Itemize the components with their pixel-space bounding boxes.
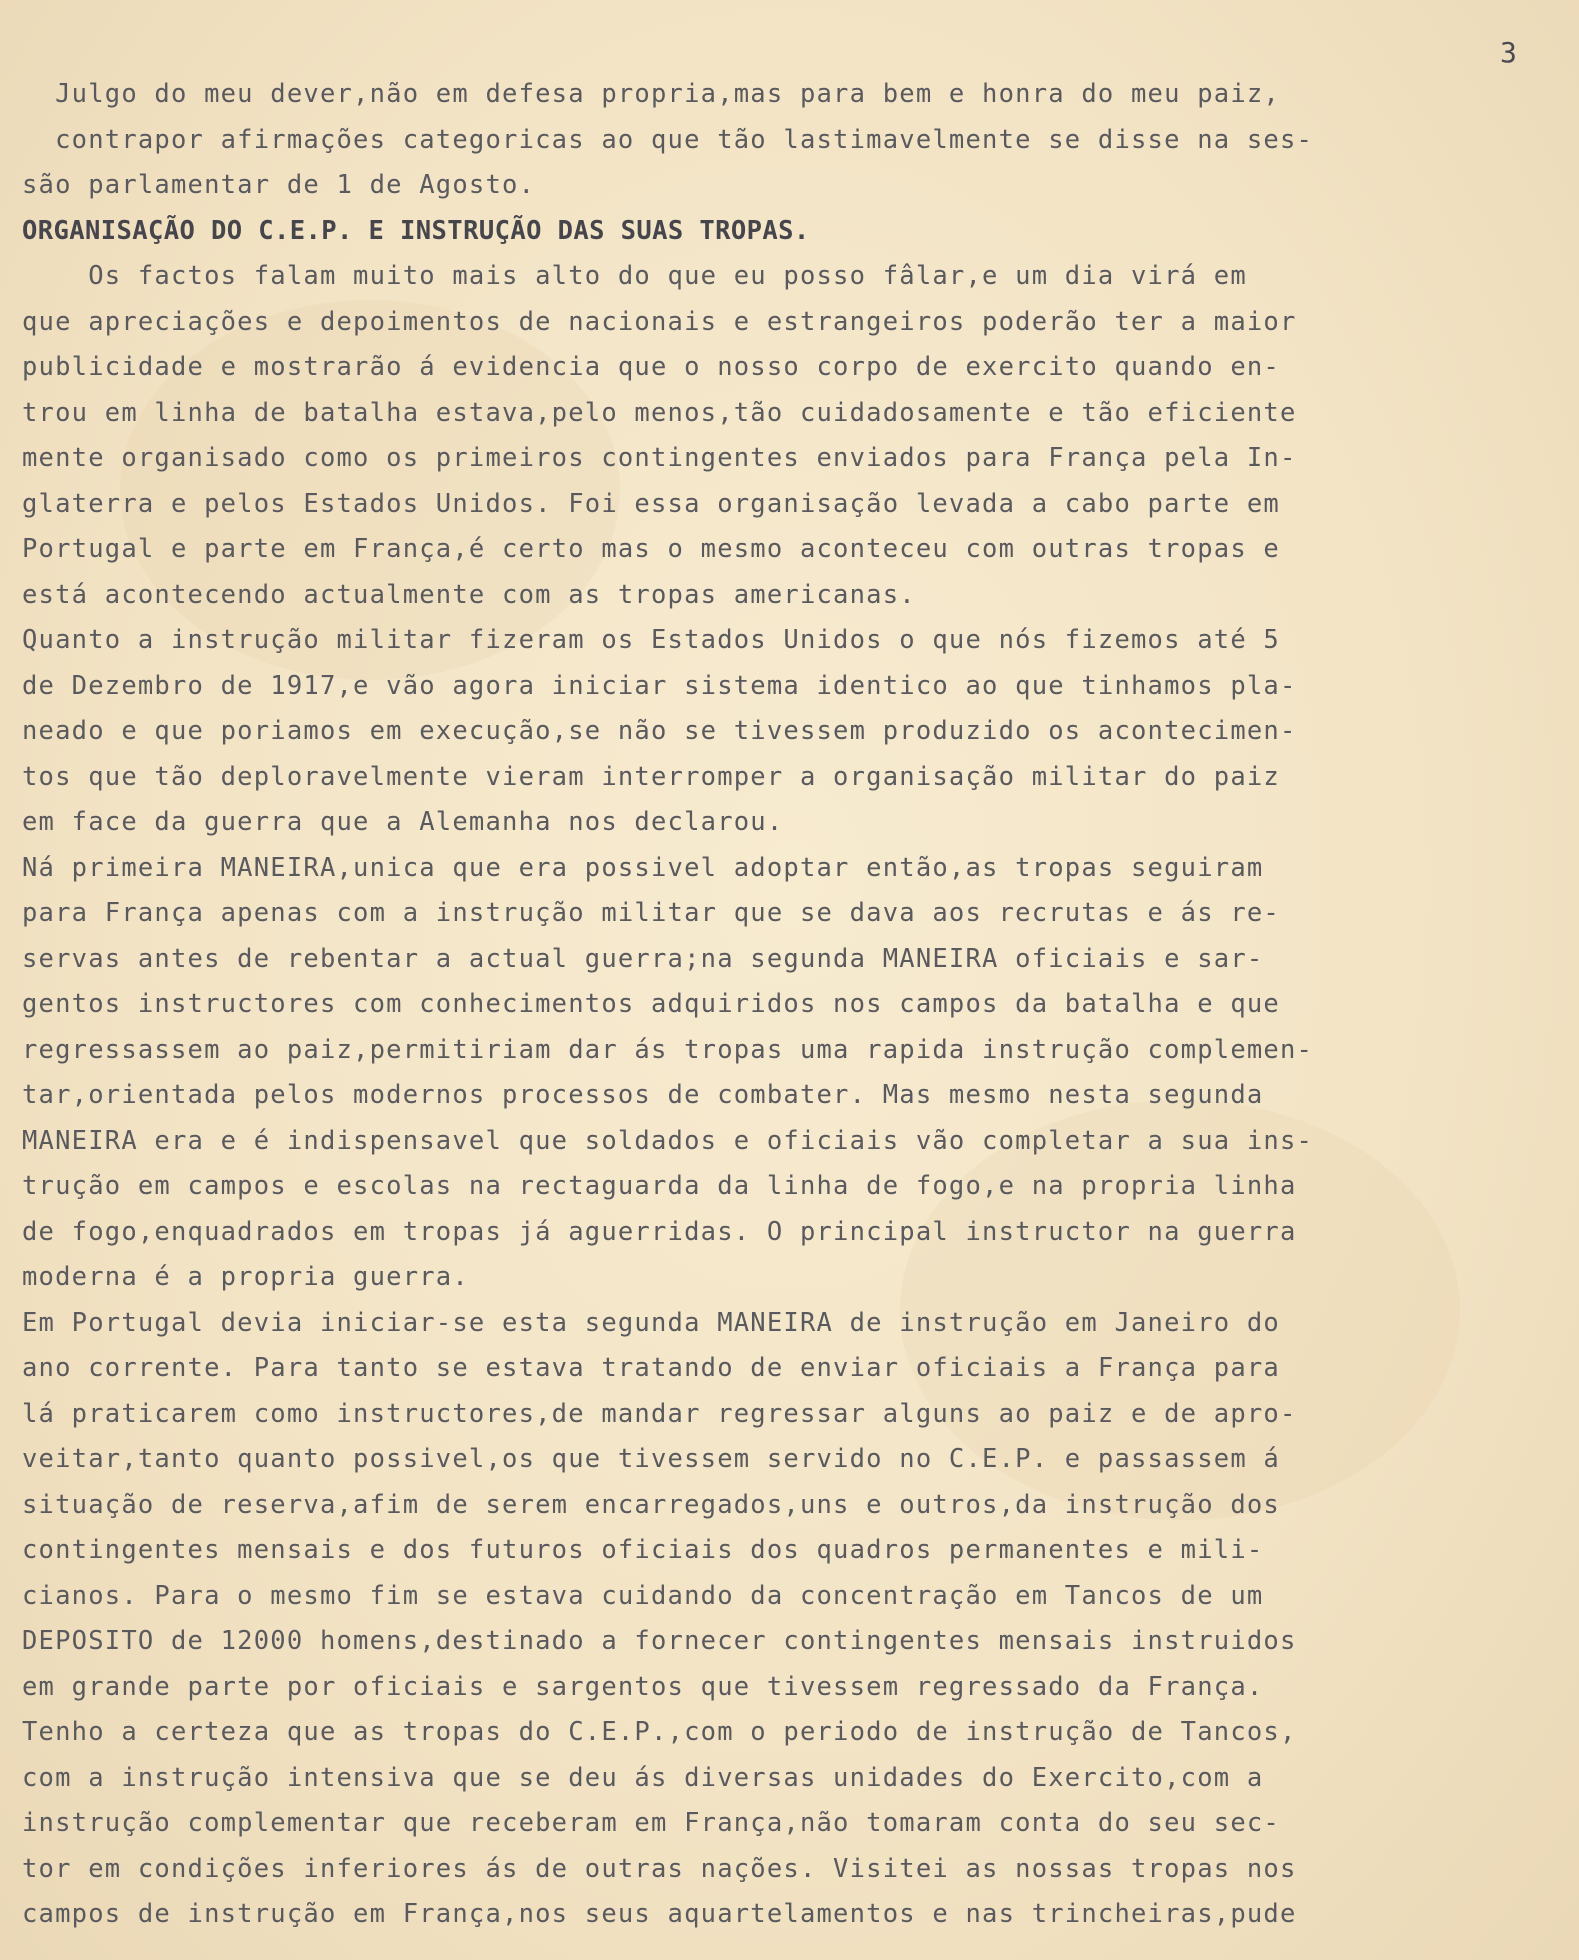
text-line: de Dezembro de 1917,e vão agora iniciar sistema identico ao que tinhamos pla- (22, 670, 1297, 701)
text-line: regressassem ao paiz,permitiriam dar ás tropas uma rapida instrução complemen- (22, 1034, 1314, 1065)
text-line: ano corrente. Para tanto se estava tratando de enviar oficiais a França para (22, 1353, 1280, 1383)
text-line: Tenho a certeza que as tropas do C.E.P.,com o periodo de instrução de Tancos, (22, 1717, 1297, 1747)
text-line: Em Portugal devia iniciar-se esta segunda MANEIRA de instrução em Janeiro do (22, 1307, 1280, 1338)
page-number: 3 (1500, 36, 1517, 69)
text-line: cianos. Para o mesmo fim se estava cuidando da concentração em Tancos de um (22, 1580, 1264, 1611)
text-line: mente organisado como os primeiros contingentes enviados para França pela In- (22, 443, 1297, 473)
text-line: veitar,tanto quanto possivel,os que tivessem servido no C.E.P. e passassem á (22, 1444, 1280, 1474)
text-line: Portugal e parte em França,é certo mas o mesmo aconteceu com outras tropas e (22, 534, 1280, 564)
text-line: em grande parte por oficiais e sargentos que tivessem regressado da França. (22, 1671, 1264, 1702)
text-line: Ná primeira MANEIRA,unica que era possivel adoptar então,as tropas seguiram (22, 852, 1264, 883)
typed-text-body (22, 72, 1562, 1938)
text-line: são parlamentar de 1 de Agosto. (22, 170, 536, 200)
text-line: contrapor afirmações categoricas ao que tão lastimavelmente se disse na ses- (22, 124, 1314, 155)
text-line: tor em condições inferiores ás de outras nações. Visitei as nossas tropas nos (22, 1853, 1297, 1884)
text-line: campos de instrução em França,nos seus aquartelamentos e nas trincheiras,pude (22, 1899, 1297, 1929)
text-line: neado e que poriamos em execução,se não se tivessem produzido os acontecimen- (22, 716, 1297, 746)
text-line: servas antes de rebentar a actual guerra;na segunda MANEIRA oficiais e sar- (22, 943, 1264, 974)
text-line: que apreciações e depoimentos de nacionais e estrangeiros poderão ter a maior (22, 306, 1297, 337)
text-line: para França apenas com a instrução militar que se dava aos recrutas e ás re- (22, 898, 1280, 928)
text-line: contingentes mensais e dos futuros oficiais dos quadros permanentes e mili- (22, 1535, 1264, 1565)
text-line: Quanto a instrução militar fizeram os Estados Unidos o que nós fizemos até 5 (22, 625, 1280, 655)
text-line: Os factos falam muito mais alto do que eu posso fâlar,e um dia virá em (22, 261, 1247, 291)
text-line: situação de reserva,afim de serem encarregados,uns e outros,da instrução dos (22, 1489, 1280, 1520)
section-heading: ORGANISAÇÃO DO C.E.P. E INSTRUÇÃO DAS SUAS TROPAS. (22, 215, 810, 246)
text-line: publicidade e mostrarão á evidencia que o nosso corpo de exercito quando en- (22, 352, 1280, 382)
text-line: em face da guerra que a Alemanha nos declarou. (22, 807, 784, 837)
text-line: lá praticarem como instructores,de mandar regressar alguns ao paiz e de apro- (22, 1398, 1297, 1429)
text-line: trou em linha de batalha estava,pelo menos,tão cuidadosamente e tão eficiente (22, 397, 1297, 428)
text-line: DEPOSITO de 12000 homens,destinado a fornecer contingentes mensais instruidos (22, 1626, 1297, 1656)
text-line: instrução complementar que receberam em França,não tomaram conta do seu sec- (22, 1808, 1280, 1838)
text-line: de fogo,enquadrados em tropas já aguerridas. O principal instructor na guerra (22, 1216, 1297, 1247)
text-line: tar,orientada pelos modernos processos de combater. Mas mesmo nesta segunda (22, 1080, 1264, 1110)
text-line: moderna é a propria guerra. (22, 1262, 469, 1292)
text-line: glaterra e pelos Estados Unidos. Foi essa organisação levada a cabo parte em (22, 488, 1280, 519)
text-line: gentos instructores com conhecimentos adquiridos nos campos da batalha e que (22, 989, 1280, 1019)
text-line: tos que tão deploravelmente vieram interromper a organisação militar do paiz (22, 761, 1280, 792)
text-line: trução em campos e escolas na rectaguarda da linha de fogo,e na propria linha (22, 1171, 1297, 1201)
text-line: está acontecendo actualmente com as tropas americanas. (22, 579, 916, 610)
text-line: com a instrução intensiva que se deu ás diversas unidades do Exercito,com a (22, 1762, 1264, 1793)
text-line: MANEIRA era e é indispensavel que soldados e oficiais vão completar a sua ins- (22, 1125, 1314, 1156)
text-line: Julgo do meu dever,não em defesa propria,mas para bem e honra do meu paiz, (22, 79, 1280, 109)
